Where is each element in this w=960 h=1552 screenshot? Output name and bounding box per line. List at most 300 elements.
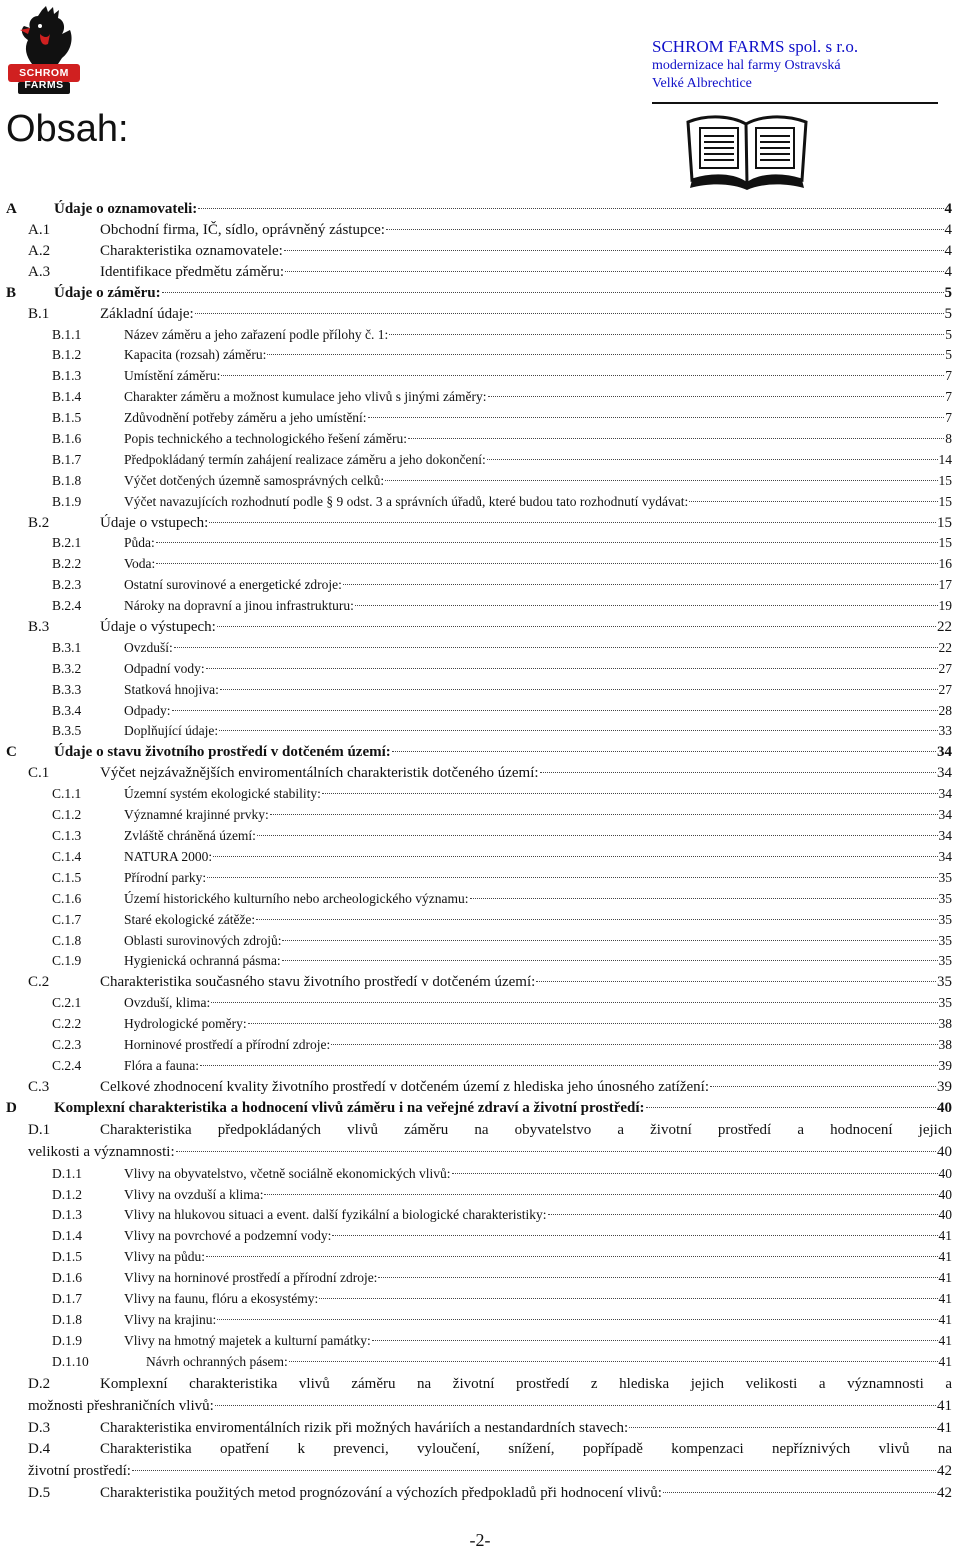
dot-leader [209,522,936,523]
toc-entry-page: 40 [938,1207,952,1223]
toc-entry-body [124,638,952,659]
toc-entry[interactable] [0,1268,960,1289]
toc-entry-page: 27 [938,660,952,676]
toc-entry-body [124,554,952,575]
toc-entry-number: D.1.7 [52,1290,82,1306]
toc-entry-number: D.1.6 [52,1270,82,1286]
toc-entry[interactable] [0,345,960,366]
toc-entry-page: 19 [938,598,952,614]
toc-entry-title: Základní údaje: [100,305,194,322]
toc-entry-title: Voda: [124,556,156,572]
toc-entry-page: 28 [938,702,952,718]
toc-entry-page: 41 [938,1228,952,1244]
dot-leader [217,1319,937,1320]
toc-entry-number: C.1.7 [52,911,82,927]
toc-entry-body [124,575,952,596]
toc-entry-number: C [6,744,17,761]
toc-entry[interactable] [0,701,960,722]
toc-entry-title: Charakteristika oznamovatele: [100,242,283,259]
dot-leader [548,1214,938,1215]
book-illustration [684,108,810,192]
toc-entry-page: 34 [938,807,952,823]
toc-entry-page: 22 [937,619,952,636]
toc-entry-title: Ovzduší, klima: [124,995,211,1011]
toc-entry[interactable] [0,889,960,910]
toc-entry-number: A [6,201,17,217]
toc-entry-number: C.1.6 [52,890,82,906]
toc-entry-title: Ovzduší: [124,639,173,655]
toc-entry-number: C.1.8 [52,932,82,948]
toc-entry[interactable] [0,575,960,596]
toc-entry-body [124,387,952,408]
toc-entry-title: Charakteristika současného stavu životního prostředí v dotčeném území: [100,974,536,991]
toc-entry-number: B.2 [28,514,50,531]
dot-leader [198,208,943,209]
toc-entry[interactable] [0,1164,960,1185]
toc-entry-number: B.1.5 [52,410,82,426]
toc-entry-page: 17 [938,577,952,593]
toc-entry[interactable] [0,742,960,763]
dot-leader [289,1361,938,1362]
toc-entry-number: D.1.3 [52,1207,82,1223]
toc-entry[interactable] [0,492,960,513]
toc-entry[interactable] [0,1438,960,1483]
dot-leader [256,919,937,920]
toc-entry-body [124,721,952,742]
toc-entry-page: 35 [938,953,952,969]
toc-entry[interactable] [0,910,960,931]
toc-entry-number: C.2.4 [52,1057,82,1073]
toc-entry-body [124,429,952,450]
dot-leader [207,877,937,878]
toc-entry-number: D.4 [28,1441,51,1458]
toc-entry-number: D.5 [28,1485,51,1502]
toc-entry-body [100,763,952,784]
toc-entry-body [124,408,952,429]
toc-entry-body [124,701,952,722]
toc-entry-body [124,847,952,868]
toc-entry-page: 40 [937,1099,952,1116]
toc-entry-number: B.3.5 [52,723,82,739]
toc-entry-number: B.2.1 [52,535,82,551]
toc-entry-page: 41 [938,1249,952,1265]
table-of-contents [0,199,960,1504]
toc-entry-number: D.1.1 [52,1165,82,1181]
toc-entry-body [100,1483,952,1504]
toc-entry[interactable] [0,554,960,575]
dot-leader [646,1107,936,1108]
toc-entry[interactable] [0,784,960,805]
toc-entry-title: NATURA 2000: [124,848,213,864]
toc-entry-number: B.2.2 [52,556,82,572]
dot-leader [487,459,938,460]
toc-entry-page: 4 [944,242,952,259]
toc-entry-number: D.1 [28,1121,51,1138]
toc-entry-body [124,910,952,931]
toc-entry-page: 5 [945,347,952,363]
dot-leader [206,668,938,669]
toc-entry-title: Výčet nejzávažnějších enviromentálních charakteristik dotčeného území: [100,765,539,782]
toc-entry-title: Nároky na dopravní a jinou infrastrukturu: [124,598,354,614]
dot-leader [270,814,938,815]
toc-entry-body [124,805,952,826]
toc-entry-number: A.3 [28,263,51,280]
toc-entry-number: D [6,1099,17,1116]
dot-leader [156,563,937,564]
toc-entry-page: 35 [938,995,952,1011]
toc-entry-title: Zvláště chráněná území: [124,828,256,844]
toc-entry-page: 41 [938,1332,952,1348]
dot-leader [284,250,944,251]
dot-leader [355,605,938,606]
toc-entry-page: 7 [945,368,952,384]
toc-entry-page: 15 [938,535,952,551]
toc-entry-page: 15 [938,472,952,488]
dot-leader [389,334,944,335]
page-number: -2- [469,1530,491,1550]
toc-entry-body [28,1395,952,1417]
toc-entry-page: 39 [937,1078,952,1095]
dot-leader [332,1235,937,1236]
dot-leader [172,710,938,711]
toc-entry-page: 8 [945,431,952,447]
toc-entry-title: Údaje o oznamovateli: [54,201,198,217]
toc-entry-title: Údaje o stavu životního prostředí v dotčeném území: [54,744,391,761]
toc-entry[interactable] [0,617,960,638]
toc-entry-title: Staré ekologické zátěže: [124,911,256,927]
toc-entry-title: Celkové zhodnocení kvality životního prostředí v dotčeném území z hlediska jeho únosného zatížení: [100,1078,709,1095]
dot-leader [267,354,944,355]
toc-entry-page: 38 [938,1036,952,1052]
toc-entry-title: Údaje o výstupech: [100,619,216,636]
toc-entry[interactable] [0,1418,960,1439]
toc-entry-page: 42 [937,1485,952,1502]
toc-entry-page: 35 [937,974,952,991]
project-name: modernizace hal farmy Ostravská [652,58,841,74]
dot-leader [710,1086,936,1087]
toc-entry-title: Flóra a fauna: [124,1057,199,1073]
toc-entry-number: B.3.3 [52,681,82,697]
toc-entry-body [124,826,952,847]
toc-entry-body [100,220,952,241]
dot-leader [213,856,937,857]
toc-entry-number: D.3 [28,1419,51,1436]
toc-entry[interactable] [0,1185,960,1206]
toc-entry-title: Popis technického a technologického řešení záměru: [124,431,408,447]
toc-entry-page: 27 [938,681,952,697]
toc-entry[interactable] [0,366,960,387]
toc-entry[interactable] [0,1352,960,1373]
toc-entry-title: Umístění záměru: [124,368,221,384]
toc-entry-body [54,742,952,763]
toc-entry-body [124,1226,952,1247]
toc-entry-number: C.1.5 [52,869,82,885]
dot-leader [132,1470,936,1471]
toc-entry[interactable] [0,513,960,534]
toc-entry-page: 35 [938,932,952,948]
toc-entry-title: Vlivy na hmotný majetek a kulturní památky: [124,1332,371,1348]
dot-leader [319,1298,937,1299]
toc-entry[interactable] [0,533,960,554]
toc-entry[interactable] [0,387,960,408]
toc-entry-body [124,951,952,972]
toc-entry-number: B.1.8 [52,472,82,488]
toc-entry-page: 33 [938,723,952,739]
toc-entry-number: B.2.3 [52,577,82,593]
toc-entry-body [100,1418,952,1439]
toc-entry-page: 34 [937,765,952,782]
toc-entry-number: C.1.9 [52,953,82,969]
toc-entry-body [100,262,952,283]
toc-entry-page: 41 [937,1397,952,1414]
toc-entry[interactable] [0,241,960,262]
toc-entry-title: velikosti a významnosti: [28,1143,175,1160]
dot-leader [174,647,938,648]
toc-entry-page: 34 [937,744,952,761]
toc-entry-number: C.1 [28,765,50,782]
toc-entry[interactable] [0,1310,960,1331]
toc-entry[interactable] [0,408,960,429]
toc-entry-body [124,1268,952,1289]
toc-entry-title: Statková hnojiva: [124,681,219,697]
dot-leader [211,1002,937,1003]
toc-entry[interactable] [0,283,960,304]
toc-entry[interactable] [0,1077,960,1098]
toc-entry-body [54,283,952,304]
dot-leader [282,940,937,941]
toc-entry-body [124,784,952,805]
toc-entry[interactable] [0,931,960,952]
toc-entry-number: C.3 [28,1078,50,1095]
dot-leader [385,480,937,481]
toc-entry-body [124,345,952,366]
toc-entry[interactable] [0,993,960,1014]
toc-entry-title: Odpady: [124,702,171,718]
toc-entry-body [124,1247,952,1268]
toc-entry[interactable] [0,1119,960,1164]
toc-entry-page: 40 [938,1165,952,1181]
toc-entry-page: 41 [938,1270,952,1286]
dot-leader [176,1151,936,1152]
toc-entry[interactable] [0,1483,960,1504]
toc-entry-number: C.2.1 [52,995,82,1011]
toc-entry-number: C.2.3 [52,1036,82,1052]
dot-leader [282,960,938,961]
toc-entry-title: Přírodní parky: [124,869,207,885]
toc-entry-body [100,304,952,325]
toc-entry-body [54,199,952,220]
toc-entry-number: B.3 [28,619,50,636]
toc-entry[interactable] [0,596,960,617]
toc-entry[interactable] [0,262,960,283]
toc-entry-title: Hydrologické poměry: [124,1016,247,1032]
toc-entry-body [124,366,952,387]
dot-leader [343,584,938,585]
company-block [652,36,858,92]
dot-leader [206,1256,938,1257]
toc-entry[interactable] [0,1331,960,1352]
toc-entry-number: A.2 [28,242,51,259]
toc-entry-page: 4 [944,201,952,217]
toc-entry[interactable] [0,304,960,325]
toc-entry-number: B.1.7 [52,451,82,467]
toc-entry-number: B.1.2 [52,347,82,363]
toc-entry-number: B.1.3 [52,368,82,384]
toc-entry-number: A.1 [28,222,51,238]
toc-entry-title: Vlivy na obyvatelstvo, včetně sociálně ekonomických vlivů: [124,1165,451,1181]
toc-entry-body [124,325,952,346]
toc-entry-title-line1: Charakteristika opatření k prevenci, vyloučení, snížení, popřípadě kompenzaci nepříznivých vlivů na [100,1441,952,1458]
dot-leader [386,229,944,230]
toc-entry-body [28,1141,952,1163]
toc-entry-title: Vlivy na krajinu: [124,1311,217,1327]
toc-entry[interactable] [0,972,960,993]
toc-entry-title: životní prostředí: [28,1463,131,1480]
toc-entry[interactable] [0,659,960,680]
toc-entry[interactable] [0,1098,960,1119]
dot-leader [200,1065,938,1066]
toc-entry-page: 15 [938,493,952,509]
toc-entry-number: B.3.4 [52,702,82,718]
toc-entry[interactable] [0,1056,960,1077]
toc-entry-page: 34 [938,848,952,864]
toc-entry[interactable] [0,1014,960,1035]
toc-entry[interactable] [0,1247,960,1268]
dot-leader [392,751,936,752]
toc-entry-page: 5 [945,326,952,342]
toc-entry-page: 38 [938,1016,952,1032]
toc-entry-title: Odpadní vody: [124,660,205,676]
toc-entry-title: Oblasti surovinových zdrojů: [124,932,282,948]
toc-entry-page: 40 [938,1186,952,1202]
toc-entry[interactable] [0,868,960,889]
toc-entry-page: 7 [945,410,952,426]
toc-entry[interactable] [0,721,960,742]
toc-entry-title: Identifikace předmětu záměru: [100,263,285,280]
toc-entry-title: Charakter záměru a možnost kumulace jeho vlivů s jinými záměry: [124,389,487,405]
toc-entry-number: D.1.10 [52,1353,89,1369]
dot-leader [322,793,938,794]
toc-entry-title: Hygienická ochranná pásma: [124,953,281,969]
toc-entry[interactable] [0,325,960,346]
toc-entry[interactable] [0,471,960,492]
toc-entry-title: Vlivy na povrchové a podzemní vody: [124,1228,332,1244]
dot-leader [452,1173,938,1174]
toc-entry-body [100,241,952,262]
dot-leader [215,1405,936,1406]
toc-entry[interactable] [0,826,960,847]
toc-entry-title: Půda: [124,535,155,551]
toc-entry[interactable] [0,805,960,826]
toc-entry-page: 14 [938,451,952,467]
dot-leader [372,1340,938,1341]
toc-entry-body [124,1289,952,1310]
dot-leader [162,292,944,293]
toc-entry-title: Údaje o záměru: [54,284,161,301]
toc-entry-body [100,513,952,534]
toc-entry-number: B [6,284,17,301]
toc-entry[interactable] [0,1035,960,1056]
toc-entry[interactable] [0,847,960,868]
toc-entry-title: Předpokládaný termín zahájení realizace záměru a jeho dokončení: [124,451,486,467]
dot-leader [195,313,944,314]
toc-entry-number: C.1.2 [52,807,82,823]
toc-entry-title: Kapacita (rozsah) záměru: [124,347,267,363]
toc-entry-number: C.1.4 [52,848,82,864]
dot-leader [629,1427,936,1428]
company-logo [4,4,84,100]
toc-entry[interactable] [0,429,960,450]
toc-entry-title: Charakteristika použitých metod prognózování a výchozích předpokladů při hodnocení vlivů: [100,1485,662,1502]
toc-entry-body [124,471,952,492]
toc-entry-body [28,1460,952,1482]
toc-entry-page: 16 [938,556,952,572]
toc-entry-number: D.2 [28,1375,51,1392]
toc-entry[interactable] [0,763,960,784]
toc-entry-number: D.1.2 [52,1186,82,1202]
toc-entry-number: D.1.8 [52,1311,82,1327]
toc-entry-page: 40 [937,1143,952,1160]
toc-entry-body [124,450,952,471]
toc-entry-number: B.2.4 [52,598,82,614]
toc-entry[interactable] [0,1226,960,1247]
toc-entry-page: 35 [938,911,952,927]
toc-entry-title: Ostatní surovinové a energetické zdroje: [124,577,342,593]
toc-entry[interactable] [0,199,960,220]
toc-entry-body [124,931,952,952]
toc-entry[interactable] [0,680,960,701]
toc-entry[interactable] [0,1289,960,1310]
toc-entry-body [124,659,952,680]
toc-entry-page: 5 [944,284,952,301]
toc-entry-body [124,1014,952,1035]
toc-entry-number: B.3.2 [52,660,82,676]
toc-entry-body [124,533,952,554]
toc-entry[interactable] [0,450,960,471]
toc-entry-number: B.1.9 [52,493,82,509]
toc-entry-title: Významné krajinné prvky: [124,807,269,823]
toc-entry[interactable] [0,1205,960,1226]
toc-entry-title: Území historického kulturního nebo archeologického významu: [124,890,469,906]
dot-leader [663,1492,936,1493]
toc-entry-page: 35 [938,890,952,906]
dot-leader [257,835,938,836]
toc-entry-title: Výčet dotčených územně samosprávných celků: [124,472,385,488]
toc-entry-number: B.1.1 [52,326,82,342]
toc-entry-page: 4 [944,222,952,238]
toc-entry-title: Obchodní firma, IČ, sídlo, oprávněný zástupce: [100,222,385,238]
dot-leader [220,689,938,690]
toc-entry[interactable] [0,1373,960,1418]
toc-entry-page: 34 [938,786,952,802]
toc-entry-body [124,1185,952,1206]
header-rule [652,102,938,104]
toc-entry-number: B.1.6 [52,431,82,447]
toc-entry-number: B.3.1 [52,639,82,655]
toc-entry-number: D.1.9 [52,1332,82,1348]
company-name: SCHROM FARMS spol. s r.o. [652,37,859,56]
dot-leader [540,772,936,773]
dot-leader [470,898,938,899]
dot-leader [689,501,937,502]
toc-entry-title-line1: Charakteristika předpokládaných vlivů záměru na obyvatelstvo a životní prostředí a hodnocení jejich [100,1121,952,1138]
toc-entry-title: Název záměru a jeho zařazení podle přílohy č. 1: [124,326,389,342]
toc-entry[interactable] [0,638,960,659]
logo-text: SCHROM FARMS [19,67,69,91]
toc-entry-number: B.1.4 [52,389,82,405]
toc-entry[interactable] [0,951,960,972]
toc-entry[interactable] [0,220,960,241]
